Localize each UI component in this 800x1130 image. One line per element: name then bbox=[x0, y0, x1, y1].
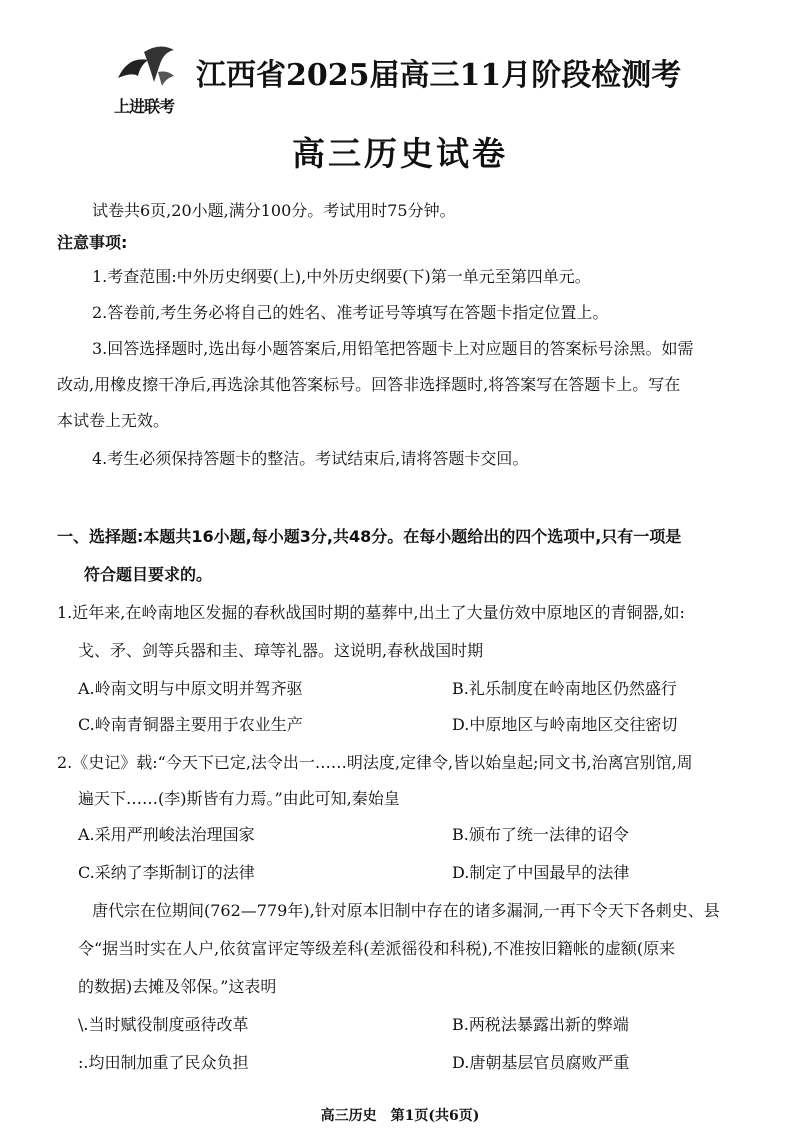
q1-stem-line-2: 戈、矛、剑等兵器和圭、璋等礼器。这说明,春秋战国时期 bbox=[78, 641, 484, 660]
notice-item-3-line-2: 改动,用橡皮擦干净后,再选涂其他答案标号。回答非选择题时,将答案写在答题卡上。写在 bbox=[57, 375, 681, 394]
q3-option-b: B.两税法暴露出新的弊端 bbox=[452, 1015, 629, 1034]
page-footer: 高三历史 第1页(共6页) bbox=[320, 1108, 480, 1124]
notice-item-4: 4.考生必须保持答题卡的整洁。考试结束后,请将答题卡交回。 bbox=[92, 449, 529, 468]
q3-stem-line-1: 唐代宗在位期间(762—779年),针对原本旧制中存在的诸多漏洞,一再下令天下各刺史、县 bbox=[92, 901, 720, 920]
q3-stem-line-2: 令“据当时实在人户,依贫富评定等级差科(差派徭役和科税),不准按旧籍帐的虚额(原来 bbox=[78, 939, 676, 958]
q2-stem-line-1: 2.《史记》载:“今天下已定,法令出一……明法度,定律令,皆以始皇起;同文书,治离宫别馆,周 bbox=[57, 753, 693, 772]
q1-option-a: A.岭南文明与中原文明并驾齐驱 bbox=[78, 679, 303, 698]
logo-text: 上进联考 bbox=[114, 97, 175, 116]
q3-option-c: :.均田制加重了民众负担 bbox=[78, 1053, 249, 1072]
q1-option-b: B.礼乐制度在岭南地区仍然盛行 bbox=[452, 679, 677, 698]
intro-text: 试卷共6页,20小题,满分100分。考试用时75分钟。 bbox=[92, 201, 456, 220]
q2-option-b: B.颁布了统一法律的诏令 bbox=[452, 825, 629, 844]
exam-title: 江西省2025届高三11月阶段检测考 bbox=[196, 58, 682, 93]
q3-option-a: \.当时赋役制度亟待改革 bbox=[78, 1015, 249, 1034]
q2-option-c: C.采纳了李斯制订的法律 bbox=[78, 863, 255, 882]
notice-heading: 注意事项: bbox=[57, 233, 128, 252]
section-1-heading: 一、选择题:本题共16小题,每小题3分,共48分。在每小题给出的四个选项中,只有一项是 bbox=[57, 527, 682, 546]
q2-option-a: A.采用严刑峻法治理国家 bbox=[78, 825, 255, 844]
paper-title: 高三历史试卷 bbox=[292, 134, 508, 173]
q3-option-d: D.唐朝基层官员腐败严重 bbox=[452, 1053, 630, 1072]
q1-option-d: D.中原地区与岭南地区交往密切 bbox=[452, 715, 678, 734]
exam-logo bbox=[108, 38, 188, 118]
q1-stem-line-1: 1.近年来,在岭南地区发掘的春秋战国时期的墓葬中,出土了大量仿效中原地区的青铜器,如: bbox=[57, 603, 685, 622]
q3-stem-line-3: 的数据)去摊及邻保。”这表明 bbox=[78, 977, 277, 996]
notice-item-3-line-3: 本试卷上无效。 bbox=[57, 411, 170, 430]
notice-item-2: 2.答卷前,考生务必将自己的姓名、准考证号等填写在答题卡指定位置上。 bbox=[92, 303, 609, 322]
notice-item-1: 1.考查范围:中外历史纲要(上),中外历史纲要(下)第一单元至第四单元。 bbox=[92, 267, 591, 286]
q1-option-c: C.岭南青铜器主要用于农业生产 bbox=[78, 715, 303, 734]
section-1-heading-cont: 符合题目要求的。 bbox=[84, 565, 213, 584]
notice-item-3-line-1: 3.回答选择题时,选出每小题答案后,用铅笔把答题卡上对应题目的答案标号涂黑。如需 bbox=[92, 339, 694, 358]
logo-emblem-icon bbox=[114, 42, 180, 92]
q2-option-d: D.制定了中国最早的法律 bbox=[452, 863, 630, 882]
q2-stem-line-2: 遍天下……(李)斯皆有力焉。”由此可知,秦始皇 bbox=[78, 789, 400, 808]
